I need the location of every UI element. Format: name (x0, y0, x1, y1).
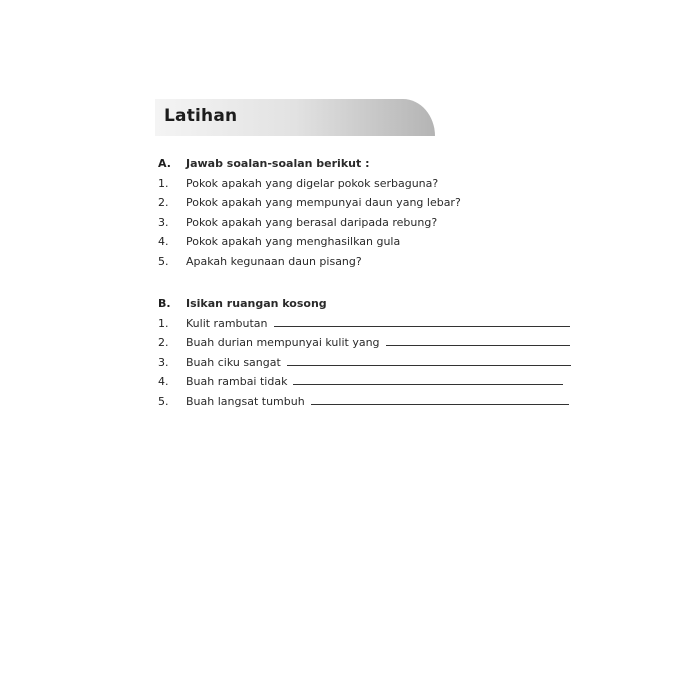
question-text: Pokok apakah yang berasal daripada rebung? (186, 215, 438, 229)
answer-blank-line (274, 314, 570, 327)
item-text: Buah langsat tumbuh (186, 394, 305, 408)
question-text: Pokok apakah yang menghasilkan gula (186, 235, 401, 249)
section-heading-text: Isikan ruangan kosong (186, 297, 327, 310)
item-number: 5. (158, 394, 169, 408)
fill-blank-item (158, 314, 571, 334)
question-item (158, 232, 461, 252)
question-item (158, 252, 461, 272)
page-title: Latihan (164, 106, 238, 126)
question-text: Pokok apakah yang digelar pokok serbaguna? (186, 176, 439, 190)
section-letter: A. (158, 157, 171, 170)
item-number: 1. (158, 316, 169, 330)
item-number: 3. (158, 355, 169, 369)
question-number: 5. (158, 254, 169, 268)
item-text: Buah rambai tidak (186, 375, 288, 389)
question-item (158, 213, 461, 233)
question-text: Pokok apakah yang mempunyai daun yang lebar? (186, 196, 461, 210)
question-number: 1. (158, 176, 169, 190)
item-number: 2. (158, 336, 169, 350)
question-item (158, 193, 461, 213)
item-number: 4. (158, 375, 169, 389)
fill-blank-item (158, 392, 571, 412)
item-text: Buah ciku sangat (186, 355, 281, 369)
question-number: 2. (158, 196, 169, 210)
item-text: Buah durian mempunyai kulit yang (186, 336, 380, 350)
question-number: 3. (158, 215, 169, 229)
answer-blank-line (293, 372, 563, 385)
section-b-heading (158, 294, 571, 314)
section-a-heading (158, 154, 461, 174)
section-title-banner (155, 99, 435, 136)
section-b (158, 294, 571, 412)
question-text: Apakah kegunaan daun pisang? (186, 254, 362, 268)
answer-blank-line (311, 392, 569, 405)
section-heading-text: Jawab soalan-soalan berikut : (186, 157, 370, 170)
fill-blank-item (158, 372, 571, 392)
section-letter: B. (158, 297, 171, 310)
fill-blank-item (158, 353, 571, 373)
question-number: 4. (158, 235, 169, 249)
section-a (158, 154, 461, 272)
fill-blank-item (158, 333, 571, 353)
question-item (158, 174, 461, 194)
answer-blank-line (287, 353, 571, 366)
answer-blank-line (386, 333, 570, 346)
item-text: Kulit rambutan (186, 316, 268, 330)
